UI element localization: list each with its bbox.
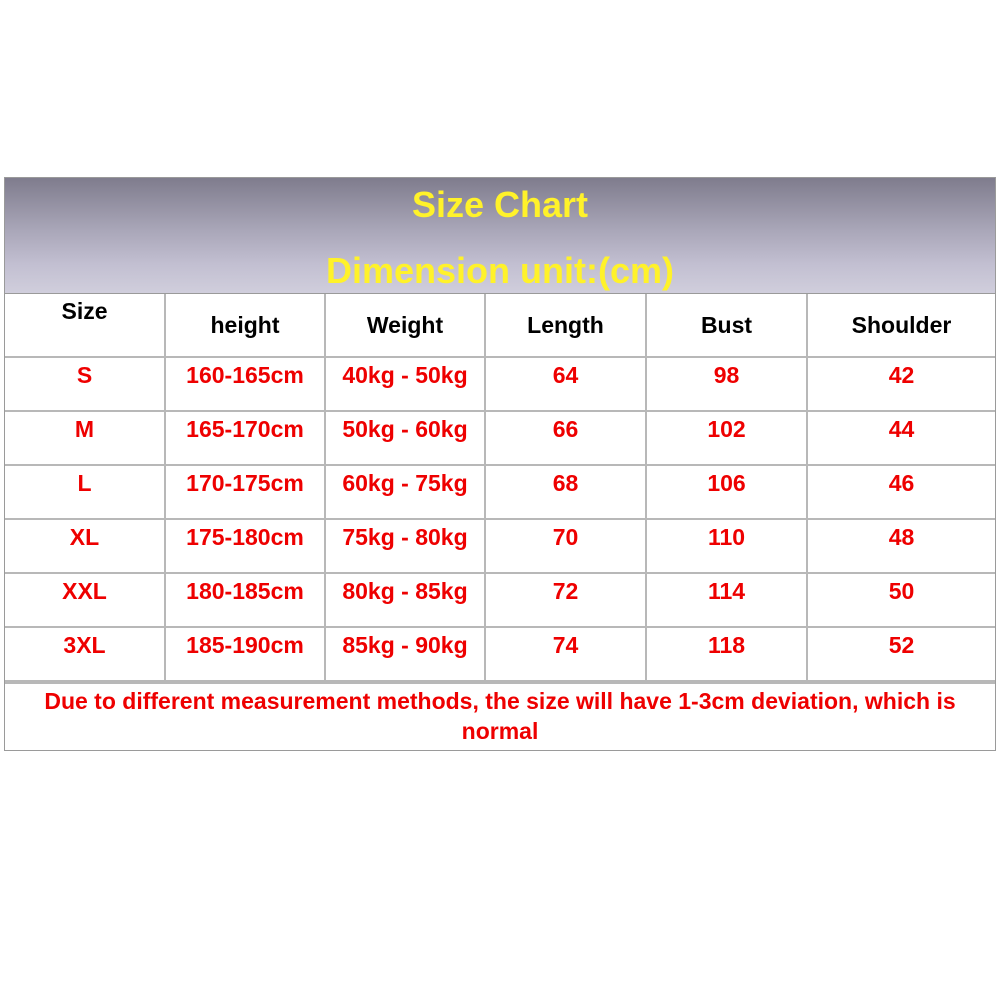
cell-length: 72 — [485, 573, 646, 627]
cell-shoulder: 50 — [807, 573, 995, 627]
cell-shoulder: 42 — [807, 357, 995, 411]
cell-length: 74 — [485, 627, 646, 681]
size-table — [5, 294, 995, 682]
cell-size: XXL — [5, 573, 165, 627]
cell-height: 165-170cm — [165, 411, 325, 465]
cell-size: XL — [5, 519, 165, 573]
column-header-bust: Bust — [646, 294, 807, 357]
table-row — [5, 357, 995, 411]
column-header-weight: Weight — [325, 294, 485, 357]
cell-bust: 106 — [646, 465, 807, 519]
chart-banner — [5, 178, 995, 294]
cell-weight: 50kg - 60kg — [325, 411, 485, 465]
table-row — [5, 411, 995, 465]
cell-size: M — [5, 411, 165, 465]
cell-weight: 75kg - 80kg — [325, 519, 485, 573]
cell-shoulder: 46 — [807, 465, 995, 519]
cell-height: 175-180cm — [165, 519, 325, 573]
column-header-height: height — [165, 294, 325, 357]
cell-length: 66 — [485, 411, 646, 465]
table-row — [5, 573, 995, 627]
cell-height: 180-185cm — [165, 573, 325, 627]
cell-height: 185-190cm — [165, 627, 325, 681]
cell-length: 64 — [485, 357, 646, 411]
cell-shoulder: 48 — [807, 519, 995, 573]
cell-bust: 98 — [646, 357, 807, 411]
table-row — [5, 519, 995, 573]
cell-height: 160-165cm — [165, 357, 325, 411]
measurement-note: Due to different measurement methods, the size will have 1-3cm deviation, which is normal — [5, 682, 995, 750]
cell-bust: 102 — [646, 411, 807, 465]
table-row — [5, 465, 995, 519]
column-header-shoulder: Shoulder — [807, 294, 995, 357]
header-row — [5, 294, 995, 357]
cell-bust: 114 — [646, 573, 807, 627]
column-header-size: Size — [5, 294, 165, 357]
cell-weight: 85kg - 90kg — [325, 627, 485, 681]
cell-size: 3XL — [5, 627, 165, 681]
size-chart — [4, 177, 996, 751]
chart-title: Size Chart — [411, 184, 589, 225]
cell-size: S — [5, 357, 165, 411]
chart-subtitle: Dimension unit:(cm) — [326, 250, 674, 291]
cell-weight: 40kg - 50kg — [325, 357, 485, 411]
cell-shoulder: 44 — [807, 411, 995, 465]
cell-weight: 60kg - 75kg — [325, 465, 485, 519]
column-header-length: Length — [485, 294, 646, 357]
cell-height: 170-175cm — [165, 465, 325, 519]
cell-weight: 80kg - 85kg — [325, 573, 485, 627]
table-row — [5, 627, 995, 681]
cell-length: 68 — [485, 465, 646, 519]
cell-bust: 118 — [646, 627, 807, 681]
cell-shoulder: 52 — [807, 627, 995, 681]
cell-length: 70 — [485, 519, 646, 573]
cell-size: L — [5, 465, 165, 519]
cell-bust: 110 — [646, 519, 807, 573]
